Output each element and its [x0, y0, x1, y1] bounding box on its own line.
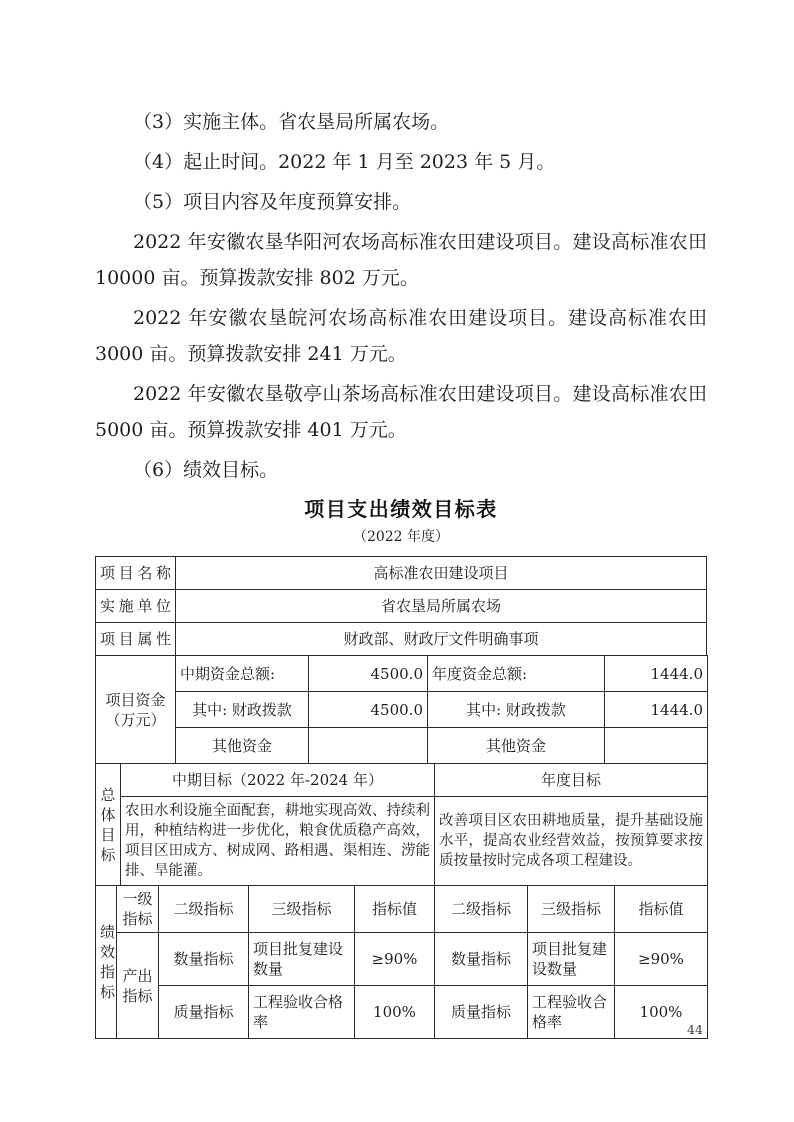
table-row	[96, 557, 707, 590]
performance-indicator-label: 绩效指标	[96, 886, 117, 1039]
level3-indicator-header-mid: 三级指标	[249, 886, 355, 933]
quality-indicator-label-year: 质量指标	[435, 986, 528, 1039]
table-subtitle: （2022 年度）	[352, 529, 450, 545]
mid-goal-text: 农田水利设施全面配套，耕地实现高效、持续利用，种植结构进一步优化，粮食优质稳产高效，项目区田成方、树成网、路相遇、渠相连、涝能排、旱能灌。	[121, 797, 435, 886]
implementing-unit-value: 省农垦局所属农场	[176, 590, 707, 623]
table-row	[96, 590, 707, 623]
paragraph-item-4: （4）起止时间。2022 年 1 月至 2023 年 5 月。	[133, 151, 556, 173]
quality-indicator-value-year: 100%	[615, 986, 708, 1039]
quantity-indicator-value-year: ≥90%	[615, 933, 708, 986]
level3-indicator-header-year: 三级指标	[528, 886, 615, 933]
indicator-row-quality	[96, 986, 708, 1039]
year-goal-header: 年度目标	[435, 764, 708, 797]
output-indicator-label: 产出指标	[117, 933, 159, 1039]
mid-other-funds-value	[309, 728, 428, 764]
table-row	[96, 692, 708, 728]
year-other-funds-label: 其他资金	[428, 728, 605, 764]
mid-fiscal-value: 4500.0	[309, 692, 428, 728]
indicator-value-header-year: 指标值	[615, 886, 708, 933]
project-attribute-value: 财政部、财政厅文件明确事项	[176, 623, 707, 656]
quantity-indicator-name-year: 项目批复建设数量	[528, 933, 615, 986]
mid-goal-header: 中期目标（2022 年-2024 年）	[121, 764, 435, 797]
table-row	[96, 656, 708, 692]
paragraph-project-huayanghe: 2022 年安徽农垦华阳河农场高标准农田建设项目。建设高标准农田 10000 亩。预算拨款安排 802 万元。	[95, 231, 707, 289]
paragraph-item-6: （6）绩效目标。	[133, 459, 279, 481]
level1-indicator-header: 一级指标	[117, 886, 159, 933]
page-content	[95, 104, 707, 1039]
level2-indicator-header-mid: 二级指标	[159, 886, 249, 933]
table-row	[96, 797, 708, 886]
year-goal-text: 改善项目区农田耕地质量，提升基础设施水平，提高农业经营效益，按预算要求按质按量按时完成各项工程建设。	[435, 797, 708, 886]
funding-table	[95, 655, 708, 764]
basic-info-table	[95, 556, 707, 656]
overall-goal-label: 总体目标	[96, 764, 121, 886]
mid-total-value: 4500.0	[309, 656, 428, 692]
quantity-indicator-label-mid: 数量指标	[159, 933, 249, 986]
table-row	[96, 764, 708, 797]
implementing-unit-label: 实施单位	[96, 590, 176, 623]
indicator-header-row	[96, 886, 708, 933]
project-attribute-label: 项目属性	[96, 623, 176, 656]
indicator-row-quantity	[96, 933, 708, 986]
table-title: 项目支出绩效目标表	[304, 499, 498, 521]
level2-indicator-header-year: 二级指标	[435, 886, 528, 933]
overall-goal-table	[95, 763, 708, 886]
indicator-value-header-mid: 指标值	[355, 886, 435, 933]
paragraph-item-5: （5）项目内容及年度预算安排。	[133, 191, 412, 213]
year-other-funds-value	[605, 728, 708, 764]
table-row	[96, 728, 708, 764]
table-row	[96, 623, 707, 656]
paragraph-project-wanhe: 2022 年安徽农垦皖河农场高标准农田建设项目。建设高标准农田 3000 亩。预算拨款安排 241 万元。	[95, 307, 707, 365]
quantity-indicator-name-mid: 项目批复建设数量	[249, 933, 355, 986]
quality-indicator-name-year: 工程验收合格率	[528, 986, 615, 1039]
quantity-indicator-label-year: 数量指标	[435, 933, 528, 986]
year-fiscal-label: 其中: 财政拨款	[428, 692, 605, 728]
funding-label: 项目资金（万元）	[96, 656, 176, 764]
page-number: 44	[687, 1022, 703, 1037]
mid-other-funds-label: 其他资金	[176, 728, 309, 764]
year-total-label: 年度资金总额:	[428, 656, 605, 692]
performance-indicator-table	[95, 885, 708, 1039]
quality-indicator-label-mid: 质量指标	[159, 986, 249, 1039]
year-total-value: 1444.0	[605, 656, 708, 692]
project-name-value: 高标准农田建设项目	[176, 557, 707, 590]
year-fiscal-value: 1444.0	[605, 692, 708, 728]
mid-total-label: 中期资金总额:	[176, 656, 309, 692]
paragraph-project-jingtingshan: 2022 年安徽农垦敬亭山茶场高标准农田建设项目。建设高标准农田 5000 亩。预算拨款安排 401 万元。	[95, 383, 707, 441]
project-name-label: 项目名称	[96, 557, 176, 590]
quality-indicator-value-mid: 100%	[355, 986, 435, 1039]
mid-fiscal-label: 其中: 财政拨款	[176, 692, 309, 728]
quality-indicator-name-mid: 工程验收合格率	[249, 986, 355, 1039]
paragraph-item-3: （3）实施主体。省农垦局所属农场。	[133, 111, 450, 133]
quantity-indicator-value-mid: ≥90%	[355, 933, 435, 986]
